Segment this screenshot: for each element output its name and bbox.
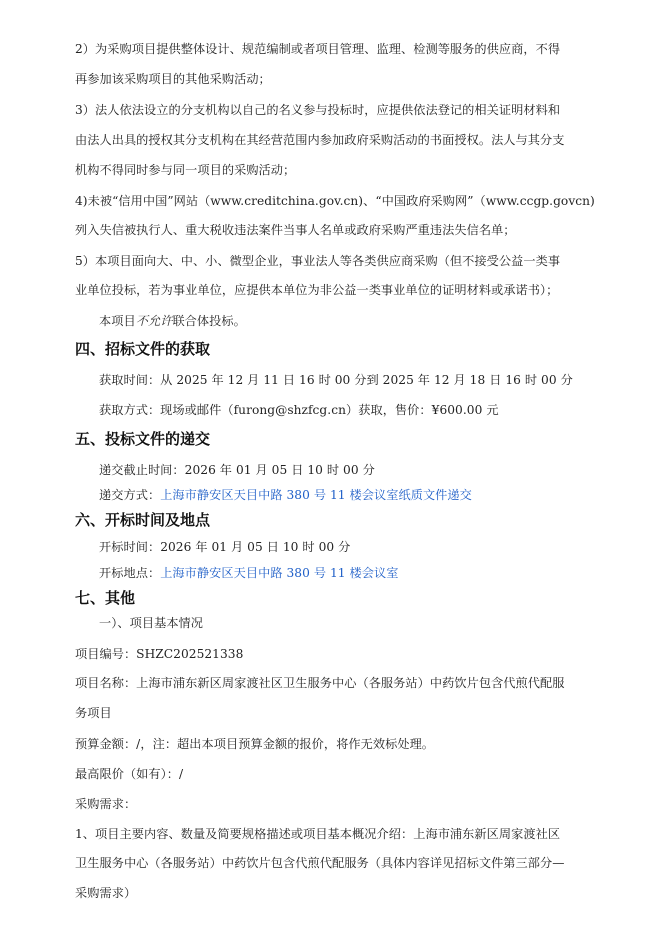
item3-line2: 由法人出具的授权其分支机构在其经营范围内参加政府采购活动的书面授权。法人与其分支 [75, 133, 565, 147]
section4-method: 获取方式：现场或邮件（furong@shzfcg.cn）获取，售价：¥600.00 元 [99, 403, 499, 417]
deadline-label: 递交截止时间： [99, 463, 185, 477]
item3-line3: 机构不得同时参与同一项目的采购活动； [75, 163, 296, 177]
consortium-suffix: 联合体投标。 [172, 314, 246, 328]
project-name-line1: 项目名称：上海市浦东新区周家渡社区卫生服务中心（各服务站）中药饮片包含代煎代配服 [75, 676, 565, 690]
requirements-line3: 采购需求） [75, 886, 137, 900]
section5-heading: 五、投标文件的递交 [75, 430, 211, 448]
item5-line1: 5）本项目面向大、中、小、微型企业，事业法人等各类供应商采购（但不接受公益一类事 [75, 254, 561, 268]
section5-method [99, 487, 659, 503]
opening-place-label: 开标地点： [99, 566, 161, 580]
project-number: 项目编号：SHZC202521338 [75, 647, 244, 661]
item2-line1: 2）为采购项目提供整体设计、规范编制或者项目管理、监理、检测等服务的供应商，不得 [75, 42, 561, 56]
requirements-line1: 1、项目主要内容、数量及简要规格描述或项目基本概况介绍：上海市浦东新区周家渡社区 [75, 827, 561, 841]
section6-place [99, 565, 659, 581]
item3-line1: 3）法人依法设立的分支机构以自己的名义参与投标时，应提供依法登记的相关证明材料和 [75, 103, 561, 117]
item2-line2: 再参加该采购项目的其他采购活动； [75, 72, 271, 86]
opening-time-label: 开标时间： [99, 540, 161, 554]
project-name-line2: 务项目 [75, 706, 112, 720]
section5-deadline [99, 462, 659, 478]
opening-place-value: 上海市静安区天目中路 380 号 11 楼会议室 [160, 566, 399, 580]
submit-method-label: 递交方式： [99, 488, 161, 502]
section7-sub1: 一）、项目基本情况 [99, 616, 204, 630]
consortium-value: 不允许 [135, 314, 173, 328]
submit-method-value: 上海市静安区天目中路 380 号 11 楼会议室纸质文件递交 [160, 488, 472, 502]
section6-heading: 六、开标时间及地点 [75, 511, 211, 529]
item4-line1: 4)未被“信用中国”网站（www.creditchina.gov.cn)、“中国政府采购网”（www.ccgp.govcn) [75, 194, 595, 208]
budget-line: 预算金额：/，注：超出本项目预算金额的报价，将作无效标处理。 [75, 737, 435, 751]
section6-time [99, 539, 659, 555]
requirements-label: 采购需求： [75, 797, 137, 811]
max-price-line: 最高限价（如有）：/ [75, 767, 184, 781]
item5-line2: 业单位投标，若为事业单位，应提供本单位为非公益一类事业单位的证明材料或承诺书）； [75, 283, 559, 297]
consortium-prefix: 本项目 [99, 314, 136, 328]
consortium-line [99, 313, 659, 329]
opening-time-value: 2026 年 01 月 05 日 10 时 00 分 [160, 540, 351, 554]
item4-line2: 列入失信被执行人、重大税收违法案件当事人名单或政府采购严重违法失信名单； [75, 223, 516, 237]
deadline-value: 2026 年 01 月 05 日 10 时 00 分 [184, 463, 375, 477]
requirements-line2: 卫生服务中心（各服务站）中药饮片包含代煎代配服务（具体内容详见招标文件第三部分— [75, 856, 565, 870]
section4-time: 获取时间：从 2025 年 12 月 11 日 16 时 00 分到 2025 年 12 月 18 日 16 时 00 分 [99, 373, 573, 387]
section7-heading: 七、其他 [75, 589, 136, 607]
section4-heading: 四、招标文件的获取 [75, 340, 211, 358]
